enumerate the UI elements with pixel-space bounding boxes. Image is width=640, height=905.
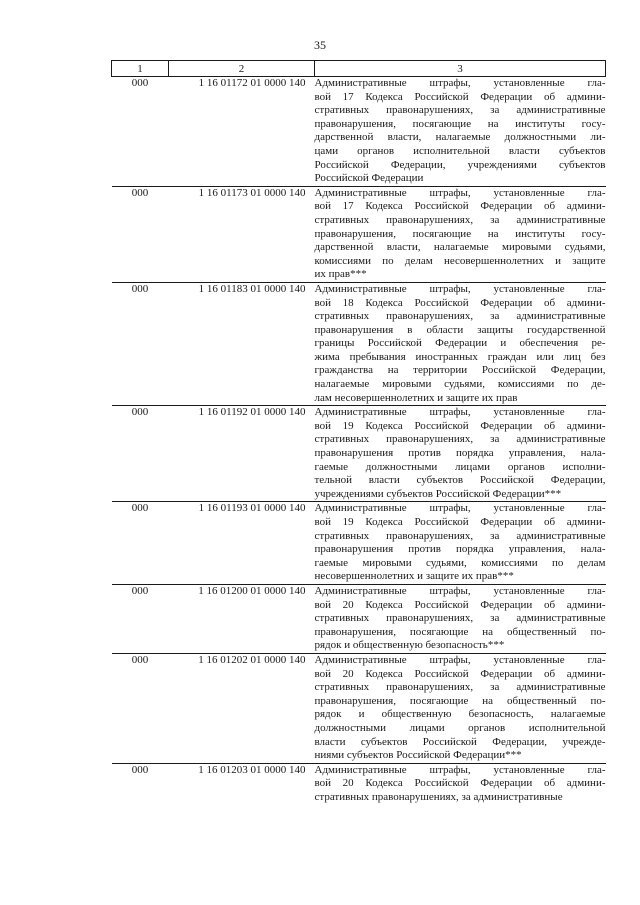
budget-code-cell: 1 16 01172 01 0000 140: [169, 77, 315, 187]
budget-code-cell: 1 16 01183 01 0000 140: [169, 282, 315, 405]
admin-code-cell: 000: [112, 282, 169, 405]
description-cell: [315, 186, 606, 282]
description-line: вой 17 Кодекса Российской Федерации об админи-: [314, 200, 606, 213]
description-line: вой 19 Кодекса Российской Федерации об админи-: [314, 516, 606, 528]
budget-code-cell: 1 16 01203 01 0000 140: [198, 763, 306, 776]
table-row: [112, 584, 606, 653]
admin-code-cell: 000: [131, 763, 149, 776]
description-cell: [315, 282, 606, 405]
description-line: стративных правонарушениях, за административные: [314, 529, 606, 542]
description-line: должностными лицами органов исполнительной: [314, 721, 606, 734]
admin-code-cell: 000: [112, 653, 169, 763]
description-line: правонарушения, посягающие на институты госу-: [314, 117, 606, 130]
table-body: [112, 77, 606, 805]
description-line: дарственной власти, налагаемые должностными ли-: [314, 131, 606, 144]
description-line: Административные штрафы, установленные гла-: [314, 186, 606, 199]
admin-code-cell: 000: [112, 502, 169, 585]
description-cell: [315, 653, 606, 763]
description-line: вой 20 Кодекса Российской Федерации об админи-: [314, 598, 606, 611]
page-number: 35: [314, 38, 326, 52]
description-line: рядок и общественную безопасность, налагаемые: [314, 708, 606, 721]
budget-code-cell: 1 16 01193 01 0000 140: [169, 502, 315, 585]
table-row: [112, 77, 606, 187]
description-line: налагаемые мировыми судьями, комиссиями по де-: [314, 378, 606, 391]
description-line: жима пребывания иностранных граждан или лиц без: [314, 350, 606, 363]
description-cell: [315, 406, 606, 502]
admin-code-cell: 000: [112, 406, 169, 502]
budget-code-cell: 1 16 01173 01 0000 140: [169, 186, 315, 282]
description-line: стративных правонарушениях, за административные: [314, 104, 606, 117]
table-header-row: [112, 61, 606, 77]
table-row: [112, 763, 606, 804]
table-row: [112, 653, 606, 763]
description-line: вой 18 Кодекса Российской Федерации об админи-: [314, 296, 606, 309]
description-line: рядок и общественную безопасность***: [314, 639, 505, 652]
description-line: стративных правонарушениях, за административные: [314, 213, 606, 226]
description-line: Административные штрафы, установленные гла-: [314, 653, 606, 666]
description-line: правонарушения, посягающие на общественный по-: [314, 625, 606, 638]
table-row: [112, 186, 606, 282]
description-line: вой 20 Кодекса Российской Федерации об админи-: [314, 777, 606, 790]
description-line: лам несовершеннолетних и защите их прав: [314, 391, 518, 404]
description-line: стративных правонарушениях, за административные: [314, 433, 606, 446]
description-line: вой 17 Кодекса Российской Федерации об админи-: [314, 90, 606, 103]
description-line: Административные штрафы, установленные гла-: [314, 282, 606, 295]
description-line: вой 19 Кодекса Российской Федерации об админи-: [314, 419, 606, 432]
description-cell: [315, 77, 606, 187]
description-line: вой 20 Кодекса Российской Федерации об админи-: [314, 667, 606, 680]
description-line: Административные штрафы, установленные гла-: [314, 763, 606, 776]
budget-code-cell: 1 16 01192 01 0000 140: [169, 406, 315, 502]
description-line: Российской Федерации, учреждениями субъектов: [314, 158, 606, 171]
description-line: стративных правонарушениях, за административные: [314, 310, 606, 323]
description-line: гаемые мировыми судьями, комиссиями по делам: [314, 556, 606, 569]
admin-code-cell: 000: [112, 186, 169, 282]
description-line: стративных правонарушениях, за административные: [314, 612, 606, 625]
description-line: Административные штрафы, установленные гла-: [314, 77, 606, 89]
description-line: учреждениями субъектов Российской Федерации***: [314, 487, 562, 500]
column-header-1: 1: [112, 61, 169, 77]
description-cell: [315, 584, 606, 653]
description-line: границы Российской Федерации и обеспечения ре-: [314, 337, 606, 350]
budget-code-cell: 1 16 01202 01 0000 140: [169, 653, 315, 763]
description-line: несовершеннолетних и защите их прав***: [314, 570, 514, 583]
description-line: правонарушения, посягающие на институты госу-: [314, 227, 606, 240]
description-line: комиссиями по делам несовершеннолетних и защите: [314, 254, 606, 267]
description-line: Административные штрафы, установленные гла-: [314, 406, 606, 419]
table-row: [112, 282, 606, 405]
description-line: дарственной власти, налагаемые мировыми судьями,: [314, 241, 606, 254]
column-header-2: 2: [169, 61, 315, 77]
budget-classification-table: [111, 60, 606, 804]
column-header-3: 3: [315, 61, 606, 77]
description-line: ниями субъектов Российской Федерации***: [314, 749, 522, 762]
description-line: правонарушения против порядка управления, нала-: [314, 447, 606, 460]
admin-code-cell: 000: [112, 77, 169, 187]
description-line: тельной власти субъектов Российской Федерации,: [314, 474, 606, 487]
budget-code-cell: 1 16 01200 01 0000 140: [169, 584, 315, 653]
description-line: стративных правонарушениях, за административные: [314, 790, 563, 803]
description-line: стративных правонарушениях, за административные: [314, 681, 606, 694]
description-cell: [315, 763, 606, 804]
admin-code-cell: 000: [112, 584, 169, 653]
description-line: власти субъектов Российской Федерации, учрежде-: [314, 735, 606, 748]
table-row: [112, 406, 606, 502]
description-line: Российской Федерации: [314, 172, 424, 185]
description-cell: [315, 502, 606, 585]
description-line: правонарушения, посягающие на общественный по-: [314, 694, 606, 707]
description-line: их прав***: [314, 268, 367, 281]
description-line: гражданства на территории Российской Федерации,: [314, 364, 606, 377]
description-line: Административные штрафы, установленные гла-: [314, 584, 606, 597]
description-line: Административные штрафы, установленные гла-: [314, 502, 606, 515]
description-line: цами органов исполнительной власти субъектов: [314, 144, 606, 157]
description-line: правонарушения против порядка управления, нала-: [314, 543, 606, 556]
table-row: [112, 502, 606, 585]
description-line: правонарушения в области защиты государственной: [314, 323, 606, 336]
description-line: гаемые должностными лицами органов исполни-: [314, 460, 606, 473]
